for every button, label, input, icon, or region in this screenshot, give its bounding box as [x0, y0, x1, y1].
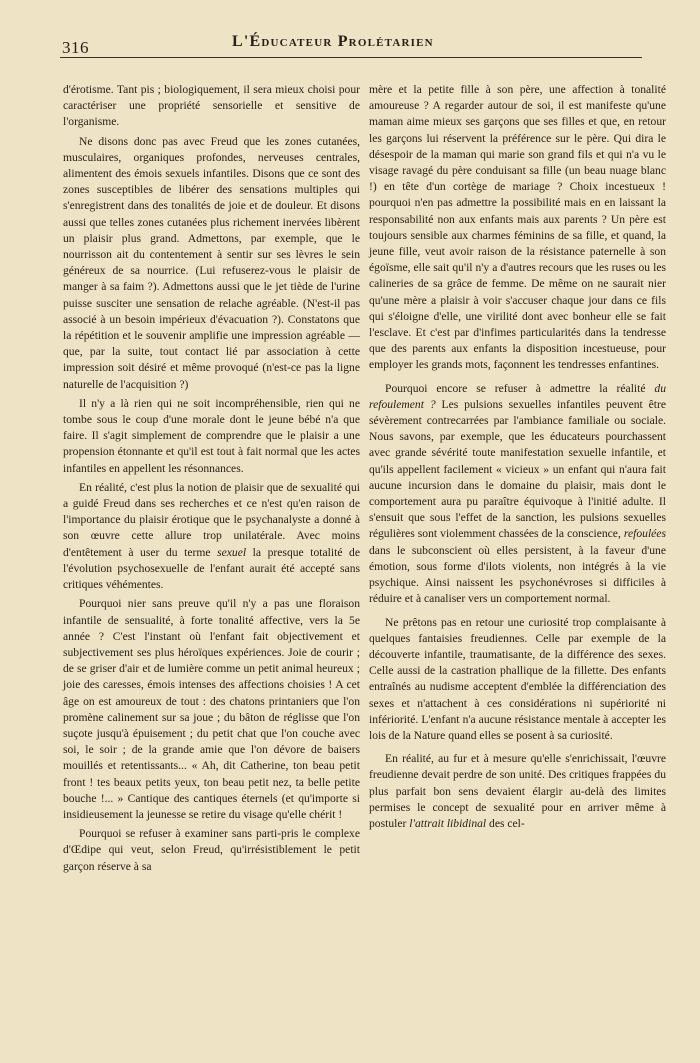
paragraph: Ne prêtons pas en retour une curiosité trop complaisante à quelques fantaisies freudiennes. Celle par exemple de la découverte infantile, traumatisante, de la différence des sexes. Celle aussi de la castration phallique de la fillette. Des enfants entraînés au nudisme acceptent d'emblée la différenciation des sexes et n'attachent à ces considérations ni supériorité ni infériorité. L'enfant n'a aucune résistance mentale à accepter les lois de la Nature quand elles se posent à sa curiosité. [369, 615, 666, 742]
paragraph: Ne disons donc pas avec Freud que les zones cutanées, musculaires, organiques profondes, nerveuses centrales, alimentent des émois sexuels infantiles. Disons que ce sont des zones susceptibles de libérer des sensations multiples qui s'enregistrent dans des tonalités de joie et de douleur. Et disons aussi que telles zones cutanées plus richement inervées libèrent un plaisir plus grand. Admettons, par exemple, que le nourrisson ait du contentement à sentir sur ses lèvres le sein généreux de sa nourrice. (Lui refuserez-vous le plaisir de manger à sa faim ?). Admettons aussi que le jet tiède de l'urine puisse susciter une sensation de relache agréable. (N'est-il pas associé à un besoin impérieux d'évacuation ?). Constatons que la répétition et le souvenir amplifie une impression agréable — que, par la suite, tout contact lié par association à cette impression soit désiré et même provoqué (n'est-ce pas la ligne naturelle de l'acquisition ?) [63, 134, 360, 391]
text-run: Les pulsions sexuelles infantiles peuvent être sévèrement contrecarrées par l'ambiance familiale ou sociale. Nous savons, par exemple, que les éducateurs pourchassent avec grande sévérité toute manifestation sexuelle infantile, et qu'ils appellent facilement « vicieux » un enfant qui n'aura fait aucune incursion dans le domaine du plaisir, mais dont le comportement aura pu paraître équivoque à l'initié adulte. Il s'ensuit que sous l'effet de la sanction, les pulsions sexuelles régulières sont violemment chassées de la conscience, [369, 397, 666, 541]
paragraph: Pourquoi nier sans preuve qu'il n'y a pas une floraison infantile de sensualité, à forte tonalité affective, vers la 5e année ? C'est l'instant où l'enfant fait objectivement et subjectivement ses plus héroïques expériences. Joie de courir ; de se griser d'air et de lumière comme un petit animal heureux ; joie des caresses, émois intenses des affections choisies ! A cet âge on est amoureux de tout : des chatons printaniers que l'on promène calinement sur sa joue ; du bâton de réglisse que l'on suçote jusqu'à épuisement ; du petit chat que l'on couche avec soi, le soir ; de la grande amie que l'on dévore de baisers mouillés et retentissants... « Ah, dit Catherine, ton beau petit front ! tes beaux petits yeux, ton beau petit nez, ta belle petite bouche !... » Cantique des cantiques éternels (et qu'importe si insidieusement la jeunesse se retire du visage qu'elle chérit ! [63, 597, 360, 821]
text-run: dans le subconscient où elles persistent, à la faveur d'une émotion, sous forme d'ilots violents, non intégrés à la vie psychique. Ainsi naissent les psychonévroses si difficiles à réduire et à canaliser vers un comportement normal. [369, 543, 666, 606]
text-run: la presque totalité de l'évolution psychosexuelle de l'enfant aurait été accepté sans critiques véhémentes. [63, 545, 360, 592]
running-title: L'Éducateur Prolétarien [232, 33, 434, 50]
text-run: Pourquoi encore se refuser à admettre la réalité [385, 381, 655, 395]
emphasis: refoulées [623, 527, 666, 541]
page-header [0, 0, 700, 70]
paragraph: d'érotisme. Tant pis ; biologiquement, il sera mieux choisi pour caractériser une propriété sensorielle et sensitive de l'organisme. [63, 83, 360, 129]
text-run: En réalité, au fur et à mesure qu'elle s'enrichissait, l'œuvre freudienne devait perdre de son unité. Des critiques frappées du plus parfait bon sens devaient élargir au-delà des limites permises le concept de sexualité pour en arriver même à postuler [369, 752, 666, 830]
paragraph: Pourquoi se refuser à examiner sans parti-pris le complexe d'Œdipe qui veut, selon Freud, qu'irrésistiblement le petit garçon réserve à sa [63, 827, 360, 873]
paragraph: mère et la petite fille à son père, une affection à tonalité amoureuse ? A regarder autour de soi, il est manifeste qu'une maman aime mieux ses garçons que ses filles et que, en retour les garçons lui réservent la préférence sur le père. Qui dira le désespoir de la maman qui marie son grand fils et qui n'a vu le visage ravagé du père conduisant sa fille (un beau nuage blanc !) en tête d'un cortège de mariage ? Choix incestueux ! pourquoi n'en pas admettre la possibilité mais en en laissant la responsabilité non aux enfants mais aux parents ? Un père est toujours sensible aux charmes féminins de sa fille, et quand, la jeune fille, veut avoir raison de la résistance paternelle à son égoïsme, elle sait qu'il n'y a d'autres recours que les ruses ou les calineries de sa grâce de femme. De même on ne saurait nier qu'une mère a plaisir à voir s'accuser chaque jour dans ce fils qui s'éloigne d'elle, une virilité dont avec bonheur elle se fait l'esclave. Et c'est par d'infimes particularités dans la tendresse que des parents aux enfants la disposition incestueuse, pour employer les grands mots, façonnent les tendresses enfantines. [369, 83, 666, 372]
header-rule [60, 57, 642, 58]
text-run: des cel- [486, 816, 525, 830]
left-column [63, 82, 360, 878]
paragraph: Il n'y a là rien qui ne soit incompréhensible, rien qui ne tombe sous le coup d'une morale dont le jeune bébé n'a que faire. Il s'agit simplement de comprendre que le plaisir a une propension étonnante et qu'il est tout à fait normal que les actes infantiles en appellent les résonnances. [63, 396, 360, 475]
paragraph [63, 480, 360, 593]
emphasis: l'attrait libidinal [409, 816, 487, 830]
emphasis: du refoulement ? [369, 381, 666, 411]
text-run: En réalité, c'est plus la notion de plaisir que de sexualité qui a guidé Freud dans ses recherches et ce n'est qu'en raison de l'importance du plaisir érotique que le psychanalyste a donné à son œuvre cette allure trop unilatérale. Avec moins d'entêtement à user du terme [63, 480, 360, 559]
page-number: 316 [62, 38, 89, 57]
emphasis: sexuel [217, 545, 247, 559]
right-column [369, 82, 666, 835]
paragraph [369, 381, 666, 608]
paragraph [369, 751, 666, 832]
